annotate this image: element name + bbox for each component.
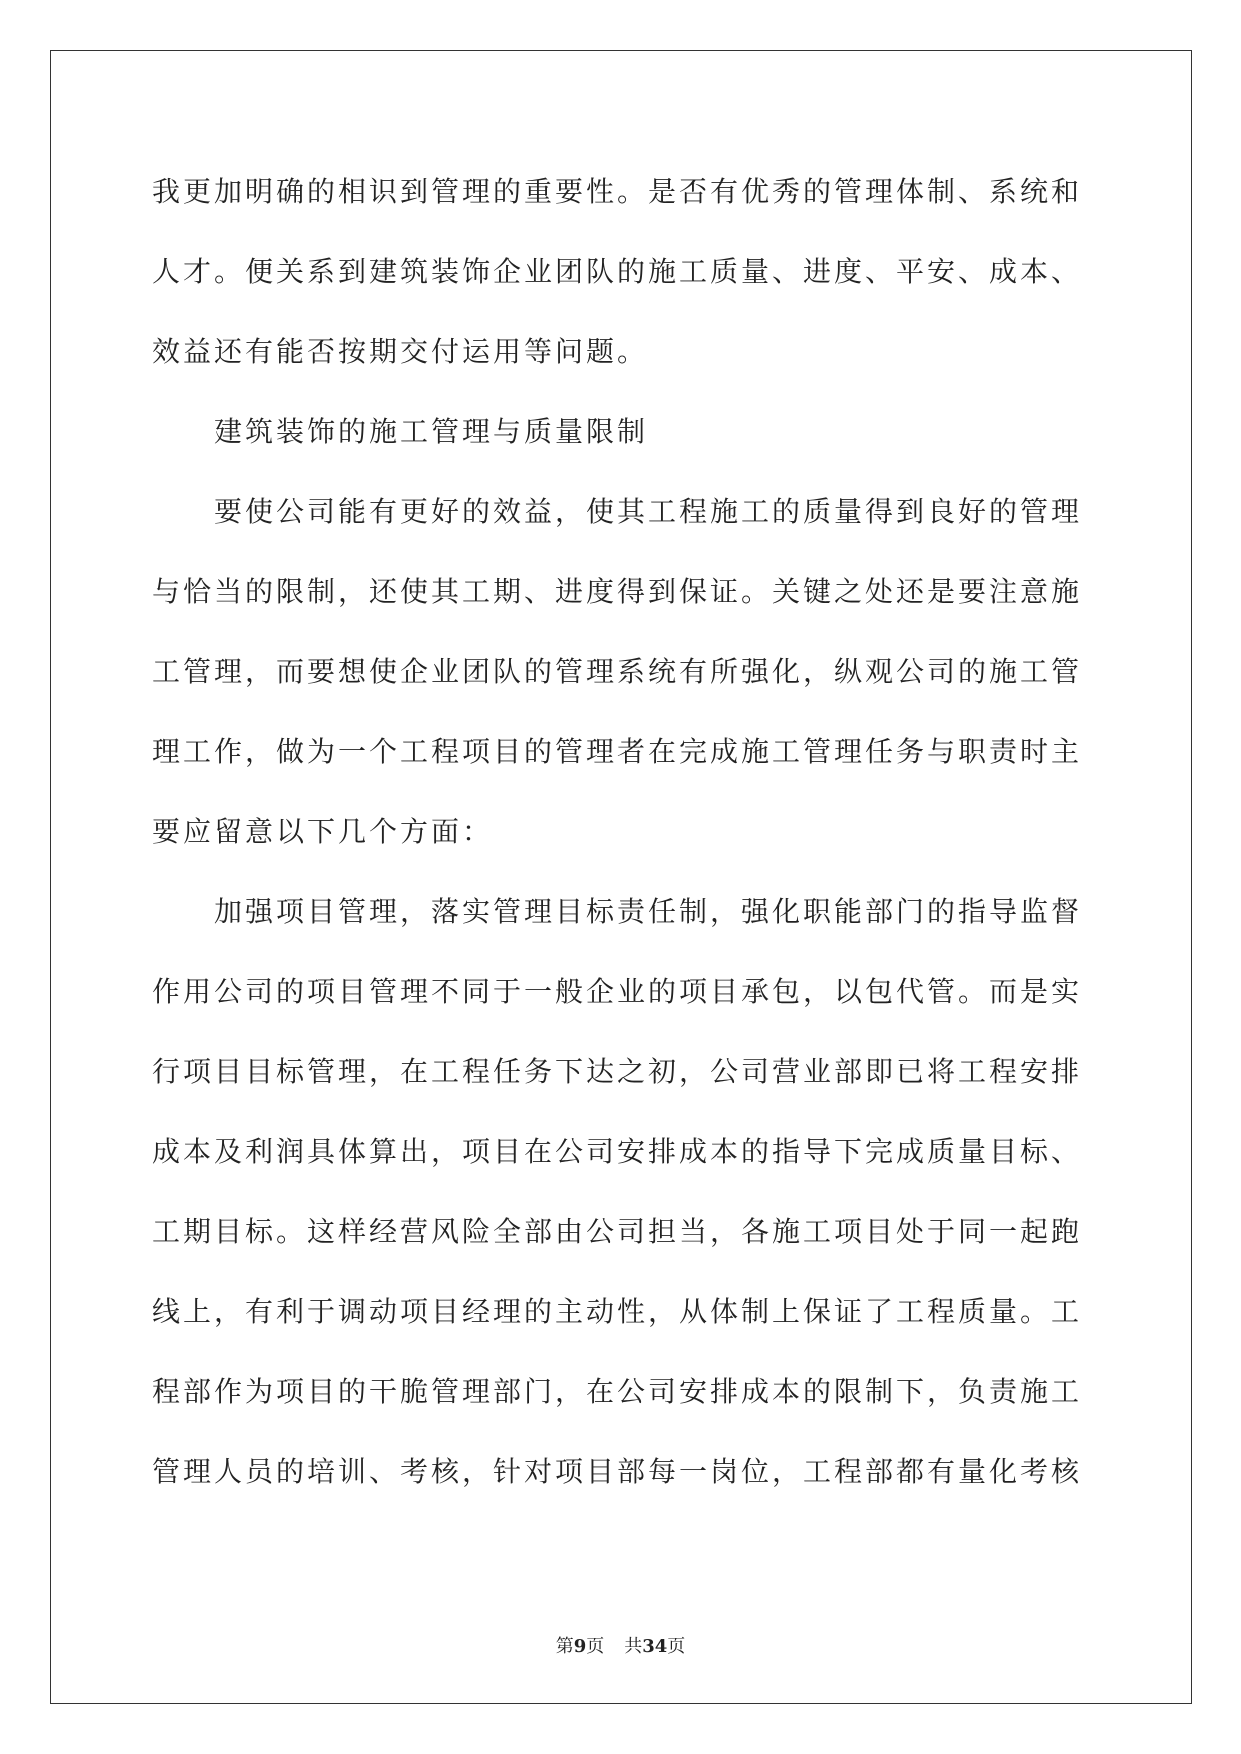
text-line: 工管理，而要想使企业团队的管理系统有所强化，纵观公司的施工管 — [152, 655, 1083, 688]
text-line: 人才。便关系到建筑装饰企业团队的施工质量、进度、平安、成本、 — [152, 255, 1083, 288]
page-footer — [0, 1632, 1241, 1658]
text-line: 理工作，做为一个工程项目的管理者在完成施工管理任务与职责时主 — [152, 735, 1083, 768]
footer-prefix: 第 — [555, 1636, 574, 1657]
document-body — [152, 162, 1092, 1522]
text-line: 成本及利润具体算出，项目在公司安排成本的指导下完成质量目标、 — [152, 1135, 1083, 1168]
section-heading: 建筑装饰的施工管理与质量限制 — [214, 415, 649, 448]
text-line: 要应留意以下几个方面： — [152, 815, 494, 848]
text-line: 加强项目管理，落实管理目标责任制，强化职能部门的指导监督 — [214, 895, 1083, 928]
text-line: 要使公司能有更好的效益，使其工程施工的质量得到良好的管理 — [214, 495, 1083, 528]
text-line: 程部作为项目的干脆管理部门，在公司安排成本的限制下，负责施工 — [152, 1375, 1083, 1408]
text-line: 作用公司的项目管理不同于一般企业的项目承包，以包代管。而是实 — [152, 975, 1083, 1008]
text-line: 效益还有能否按期交付运用等问题。 — [152, 335, 649, 368]
text-line: 线上，有利于调动项目经理的主动性，从体制上保证了工程质量。工 — [152, 1295, 1083, 1328]
text-line: 工期目标。这样经营风险全部由公司担当，各施工项目处于同一起跑 — [152, 1215, 1083, 1248]
text-line: 与恰当的限制，还使其工期、进度得到保证。关键之处还是要注意施 — [152, 575, 1083, 608]
current-page-number: 9 — [573, 1636, 587, 1657]
footer-total-prefix: 共 — [624, 1636, 643, 1657]
text-line: 我更加明确的相识到管理的重要性。是否有优秀的管理体制、系统和 — [152, 175, 1083, 208]
footer-total-suffix: 页 — [667, 1636, 686, 1657]
text-line: 行项目目标管理，在工程任务下达之初，公司营业部即已将工程安排 — [152, 1055, 1083, 1088]
text-line: 管理人员的培训、考核，针对项目部每一岗位，工程部都有量化考核 — [152, 1455, 1083, 1488]
footer-page-suffix: 页 — [586, 1636, 605, 1657]
total-page-count: 34 — [642, 1636, 668, 1657]
